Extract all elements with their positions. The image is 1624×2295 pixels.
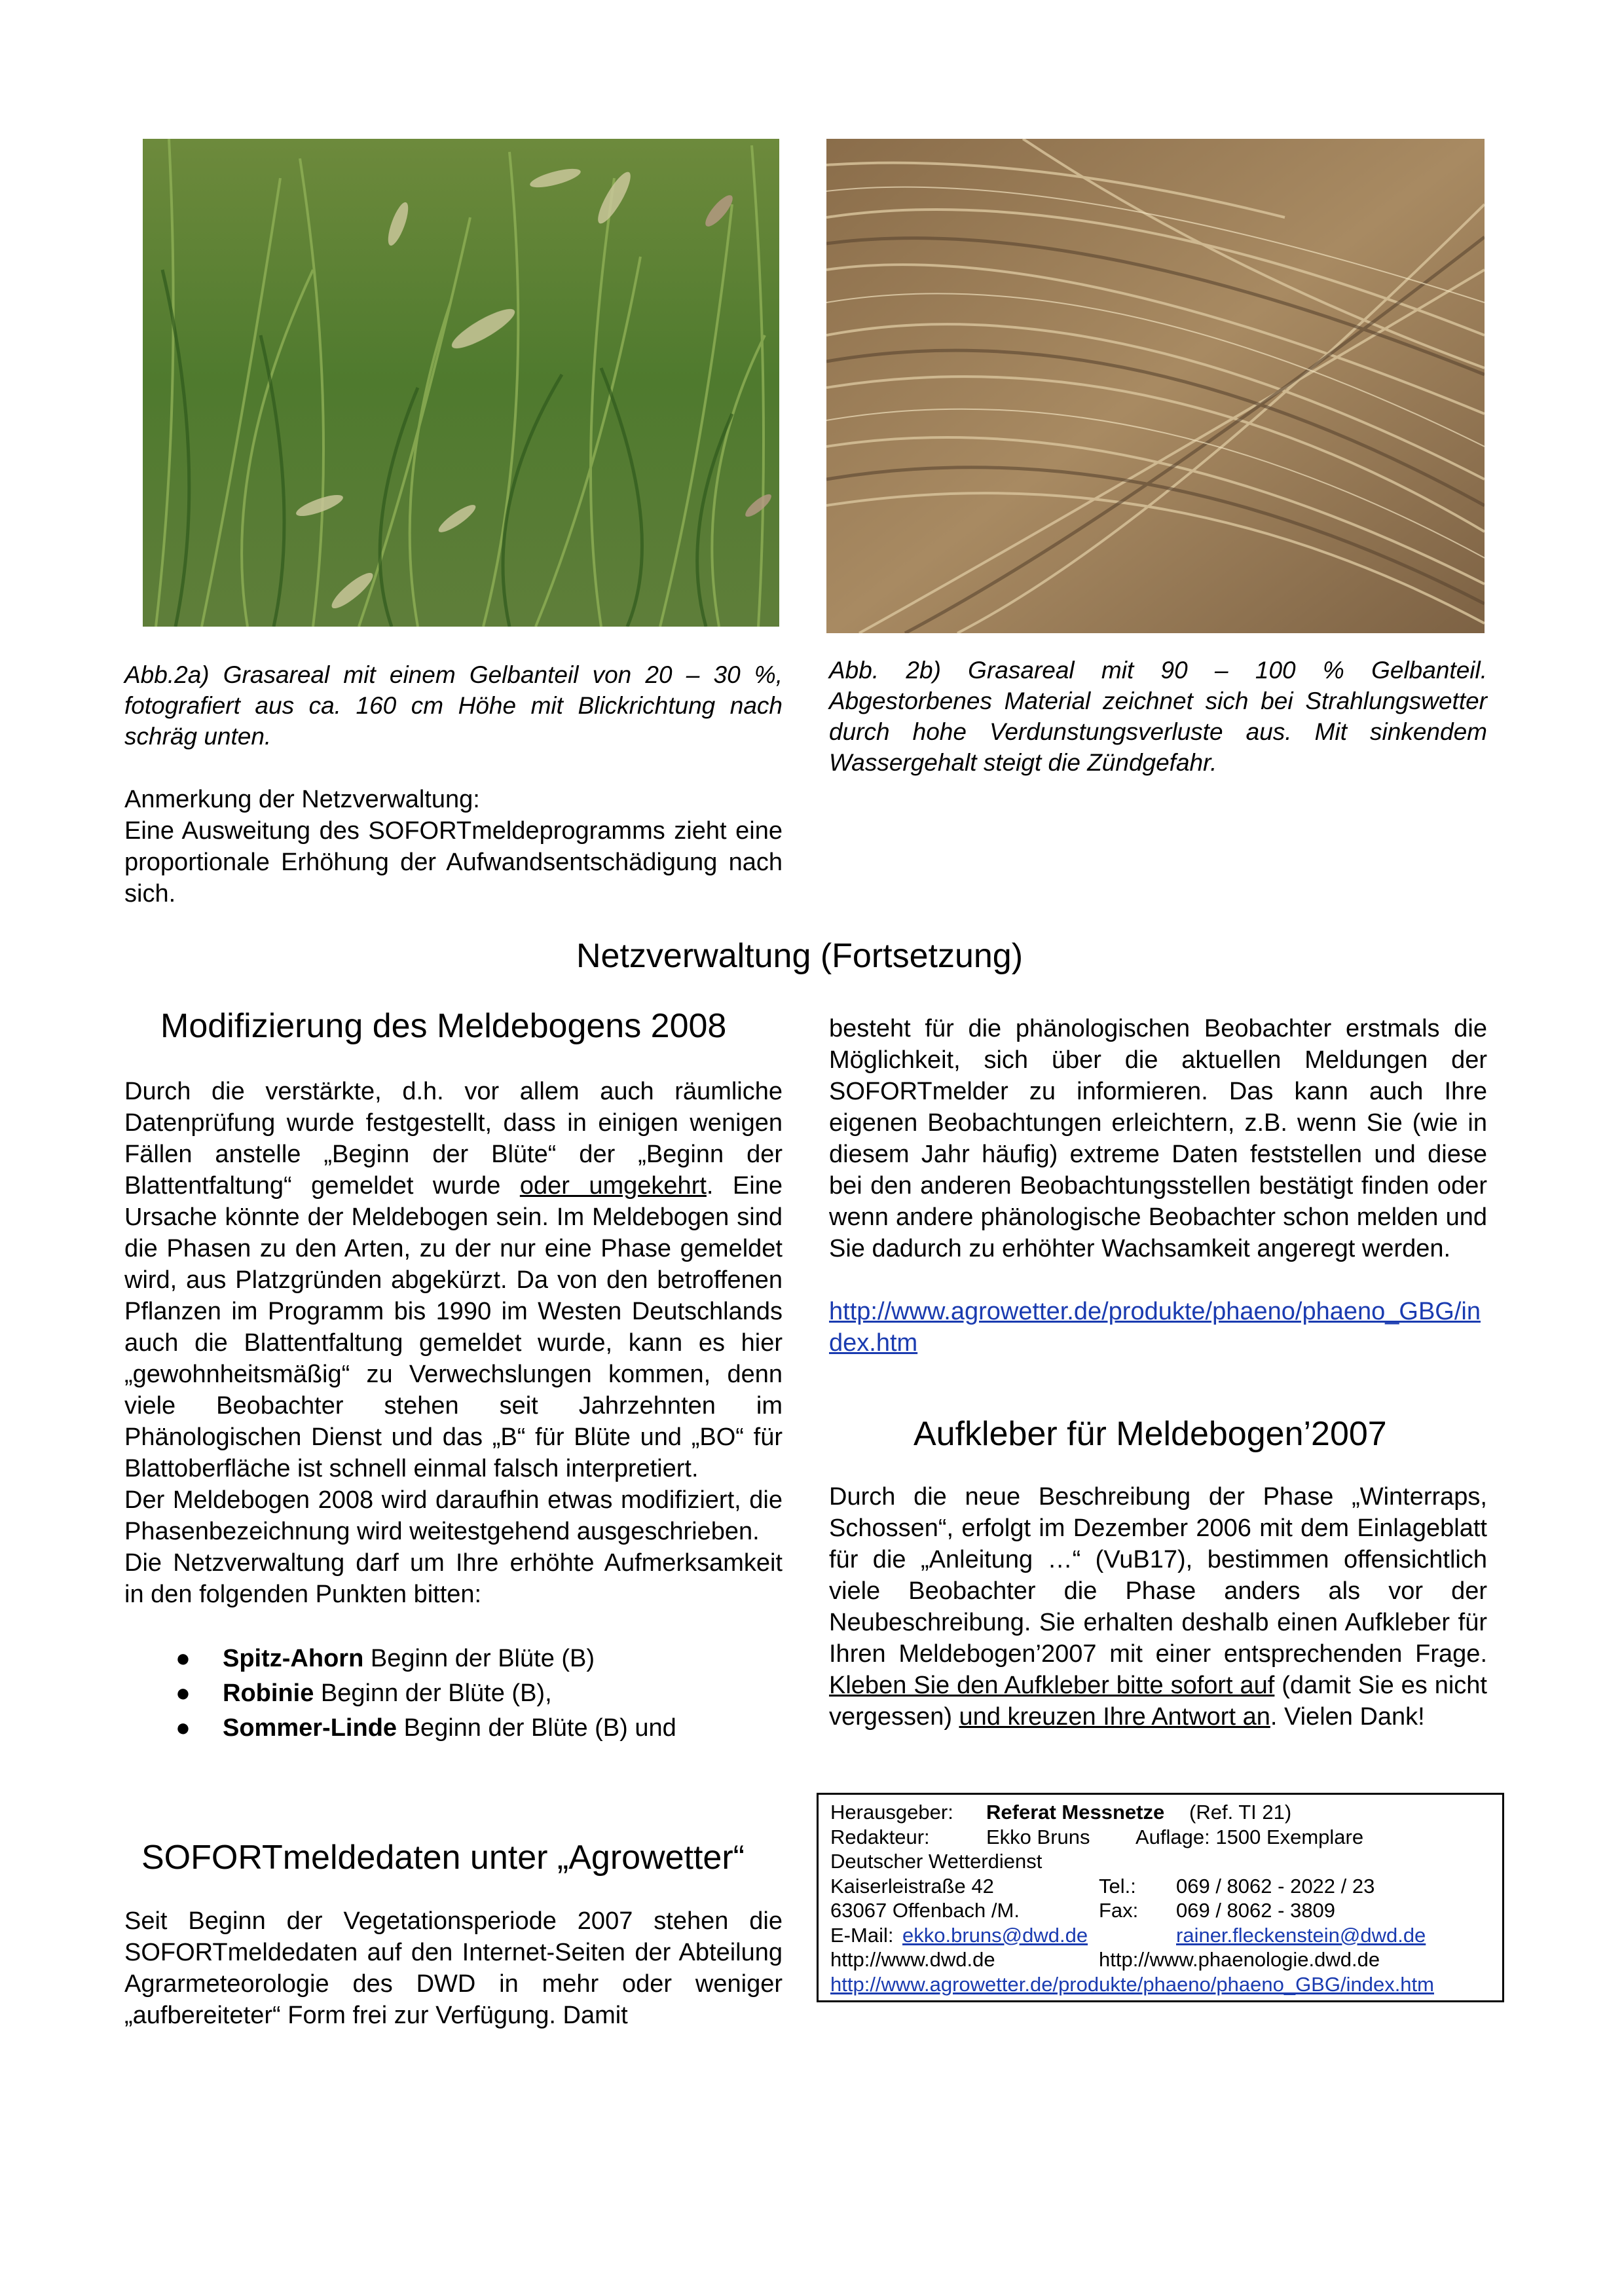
publisher-ref: (Ref. TI 21) bbox=[1189, 1801, 1292, 1824]
city: 63067 Offenbach /M. bbox=[830, 1899, 1020, 1922]
plant-name: Sommer-Linde bbox=[223, 1714, 397, 1742]
email-link-fleckenstein[interactable]: rainer.fleckenstein@dwd.de bbox=[1176, 1923, 1426, 1947]
paragraph bbox=[124, 1076, 783, 1484]
paragraph: besteht für die phänologischen Beobachter erstmals die Möglichkeit, sich über die aktuellen Meldungen der SOFORTmelder zu informieren. Das kann auch Ihre eigenen Beobachtungen erleichtern, z.B. wenn Sie (wie in diesem Jahr häufig) extreme Daten feststellen und diese bei den anderen Beobachtungsstellen bestätigt finden oder wenn andere phänologische Beobachter schon melden und Sie dadurch zu erhöhter Wachsamkeit angeregt werden. bbox=[829, 1015, 1487, 1262]
bullet-list bbox=[124, 1642, 783, 1746]
imprint-email-row bbox=[830, 1923, 1502, 1948]
imprint-agrowetter-row bbox=[830, 1972, 1502, 1997]
organization: Deutscher Wetterdienst bbox=[830, 1850, 1043, 1873]
left-column-body bbox=[124, 1076, 783, 1746]
phase-text: Beginn der Blüte (B) und bbox=[397, 1714, 676, 1742]
text: Durch die verstärkte, d.h. vor allem auch räumliche Datenprüfung wurde festgestellt, dass in einigen wenigen Fällen anstelle „Beginn der Blüte“ der „Beginn der Blattentfaltung“ gemeldet wurde bbox=[124, 1078, 783, 1200]
list-item bbox=[124, 1711, 783, 1746]
text: (damit Sie es nicht vergessen) bbox=[829, 1672, 1487, 1731]
text: Durch die neue Beschreibung der Phase „Winterraps, Schossen“, erfolgt im Dezember 2006 mit dem Einlageblatt für die „Anleitung …“ (VuB17), bestimmen offensichtlich viele Beobachter die Phase anders als vor der Neubeschreibung. Sie erhalten deshalb einen Aufkleber für Ihren Meldebogen’2007 mit einer entsprechenden Frage. bbox=[829, 1483, 1487, 1668]
bullet-icon: ● bbox=[175, 1714, 191, 1742]
web-phaenologie[interactable]: http://www.phaenologie.dwd.de bbox=[1099, 1948, 1380, 1971]
figure-caption-left bbox=[124, 659, 783, 752]
street: Kaiserleistraße 42 bbox=[830, 1874, 994, 1898]
imprint-city-row bbox=[830, 1898, 1502, 1923]
dry-grass-photo bbox=[826, 139, 1485, 633]
tel-number: 069 / 8062 - 2022 / 23 bbox=[1176, 1874, 1375, 1898]
text: . Vielen Dank! bbox=[1270, 1703, 1425, 1731]
note-text: Eine Ausweitung des SOFORTmeldeprogramms zieht eine proportionale Erhöhung der Aufwandsentschädigung nach sich. bbox=[124, 817, 783, 908]
tel-label: Tel.: bbox=[1099, 1874, 1136, 1898]
paragraph: Seit Beginn der Vegetationsperiode 2007 stehen die SOFORTmeldedaten auf den Internet-Seiten der Abteilung Agrarmeteorologie des DWD in mehr oder weniger „aufbereiteter“ Form frei zur Verfügung. Damit bbox=[124, 1907, 783, 2029]
green-grass-photo bbox=[143, 139, 779, 627]
agrowetter-link[interactable] bbox=[829, 1296, 1487, 1359]
plant-name: Spitz-Ahorn bbox=[223, 1645, 364, 1672]
publisher-label: Herausgeber: bbox=[830, 1801, 953, 1824]
note-title: Anmerkung der Netzverwaltung: bbox=[124, 786, 480, 813]
page-title: Netzverwaltung (Fortsetzung) bbox=[576, 937, 1024, 975]
email-label: E-Mail: bbox=[830, 1923, 894, 1947]
admin-note bbox=[124, 784, 783, 909]
caption-text: Abb.2a) Grasareal mit einem Gelbanteil von 20 – 30 %, fotografiert aus ca. 160 cm Höhe mit Blickrichtung nach schräg unten. bbox=[124, 661, 783, 750]
list-item bbox=[124, 1676, 783, 1711]
list-item bbox=[124, 1642, 783, 1676]
right-column-body bbox=[829, 1013, 1487, 1359]
imprint-org-row bbox=[830, 1849, 1502, 1874]
bullet-icon: ● bbox=[175, 1680, 191, 1707]
section-heading-agrowetter: SOFORTmeldedaten unter „Agrowetter“ bbox=[141, 1839, 745, 1877]
phase-text: Beginn der Blüte (B), bbox=[314, 1680, 552, 1707]
publisher-name: Referat Messnetze bbox=[986, 1801, 1165, 1824]
section-heading-meldebogen: Modifizierung des Meldebogens 2008 bbox=[160, 1007, 727, 1045]
imprint-web-row bbox=[830, 1947, 1502, 1972]
section-heading-aufkleber: Aufkleber für Meldebogen’2007 bbox=[913, 1415, 1387, 1453]
agrowetter-url[interactable]: http://www.agrowetter.de/produkte/phaeno/phaeno_GBG/index.htm bbox=[829, 1298, 1481, 1357]
aufkleber-body bbox=[829, 1481, 1487, 1733]
imprint-box bbox=[817, 1793, 1504, 2002]
paragraph: Die Netzverwaltung darf um Ihre erhöhte Aufmerksamkeit in den folgenden Punkten bitten: bbox=[124, 1549, 783, 1608]
paragraph: Der Meldebogen 2008 wird daraufhin etwas modifiziert, die Phasenbezeichnung wird weitestgehend ausgeschrieben. bbox=[124, 1486, 783, 1545]
bullet-icon: ● bbox=[175, 1645, 191, 1672]
imprint-editor-row bbox=[830, 1825, 1502, 1850]
imprint-publisher-row bbox=[830, 1800, 1502, 1825]
underlined-text: Kleben Sie den Aufkleber bitte sofort auf bbox=[829, 1672, 1275, 1699]
editor-name: Ekko Bruns bbox=[986, 1825, 1090, 1848]
edition: Auflage: 1500 Exemplare bbox=[1135, 1825, 1364, 1848]
paragraph bbox=[829, 1481, 1487, 1733]
web-agrowetter-link[interactable]: http://www.agrowetter.de/produkte/phaeno/phaeno_GBG/index.htm bbox=[830, 1972, 1434, 1996]
phase-text: Beginn der Blüte (B) bbox=[363, 1645, 595, 1672]
web-dwd[interactable]: http://www.dwd.de bbox=[830, 1948, 995, 1971]
editor-label: Redakteur: bbox=[830, 1825, 930, 1848]
caption-text: Abb. 2b) Grasareal mit 90 – 100 % Gelbanteil. Abgestorbenes Material zeichnet sich bei Strahlungswetter durch hohe Verdunstungsverluste aus. Mit sinkendem Wassergehalt steigt die Zündgefahr. bbox=[829, 657, 1487, 776]
fax-number: 069 / 8062 - 3809 bbox=[1176, 1899, 1336, 1922]
text: . Eine Ursache könnte der Meldebogen sein. Im Meldebogen sind die Phasen zu den Arten, zu der nur eine Phase gemeldet wird, aus Platzgründen abgekürzt. Da von den betroffenen Pflanzen im Programm bis 1990 im Westen Deutschlands auch die Blattentfaltung gemeldet wurde, kann es hier „gewohnheitsmäßig“ zu Verwechslungen kommen, denn viele Beobachter stehen seit Jahrzehnten im Phänologischen Dienst und das „B“ für Blüte und „BO“ für Blattoberfläche ist schnell einmal falsch interpretiert. bbox=[124, 1172, 783, 1482]
underlined-text: und kreuzen Ihre Antwort an bbox=[959, 1703, 1270, 1731]
agrowetter-text-left bbox=[124, 1905, 783, 2031]
email-link-bruns[interactable]: ekko.bruns@dwd.de bbox=[902, 1923, 1088, 1947]
underlined-text: oder umgekehrt bbox=[519, 1172, 707, 1200]
figure-caption-right bbox=[829, 655, 1487, 778]
imprint-street-row bbox=[830, 1874, 1502, 1899]
plant-name: Robinie bbox=[223, 1680, 314, 1707]
fax-label: Fax: bbox=[1099, 1899, 1139, 1922]
